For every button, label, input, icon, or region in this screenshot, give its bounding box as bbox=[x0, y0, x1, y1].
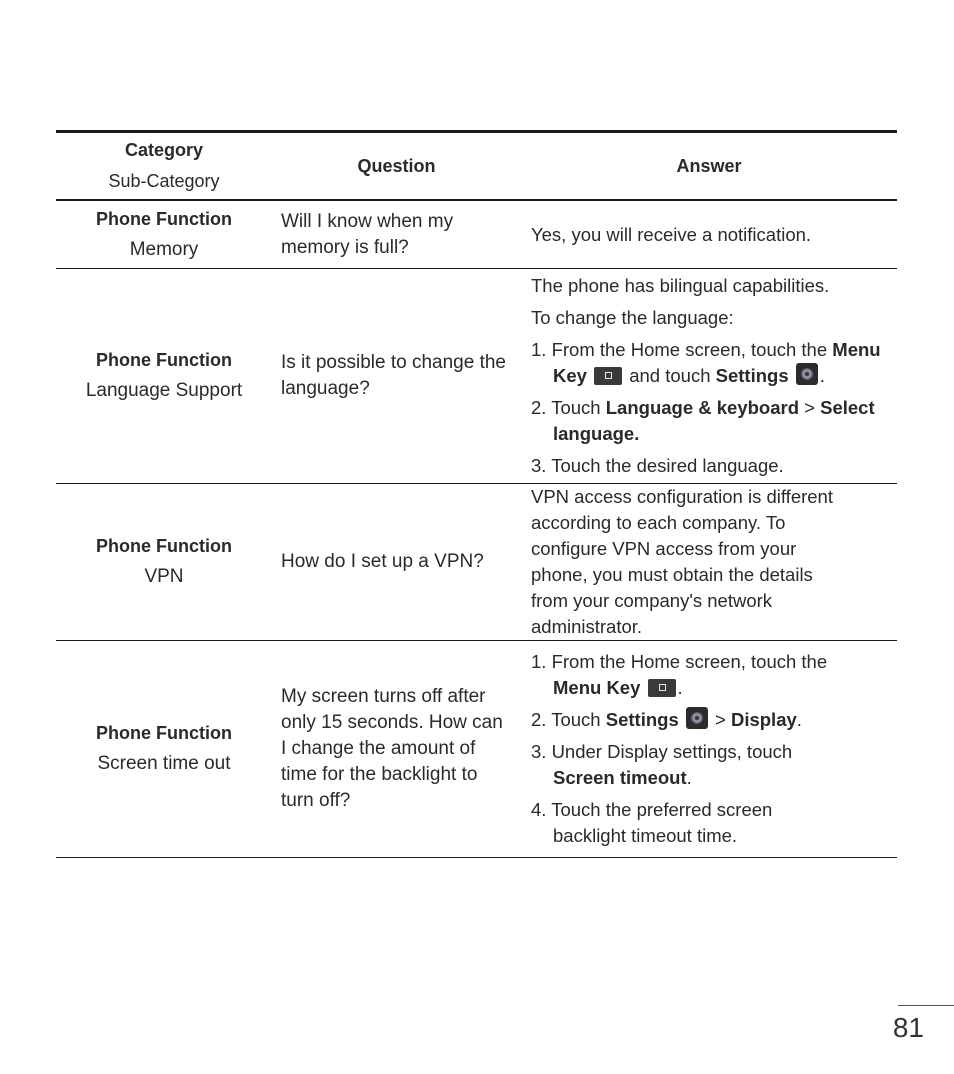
menu-key-label: Menu Key bbox=[553, 677, 641, 698]
table-row bbox=[56, 641, 897, 858]
step-text: > bbox=[709, 709, 731, 730]
select-language-label: Select language. bbox=[553, 397, 875, 444]
step-text: . bbox=[819, 365, 825, 386]
header-category: Category bbox=[124, 140, 204, 160]
answer-intro: The phone has bilingual capabilities. bbox=[531, 275, 830, 296]
question-cell: My screen turns off after only 15 seconds. How can I change the amount of time for the backlight to turn off? bbox=[281, 686, 503, 811]
step-text: and touch bbox=[624, 365, 716, 386]
faq-table bbox=[56, 130, 897, 858]
step-text: 1. From the Home screen, touch the bbox=[531, 651, 828, 672]
category-label: Phone Function bbox=[96, 536, 232, 556]
question-cell: Will I know when my memory is full? bbox=[281, 210, 454, 258]
answer-cell: Yes, you will receive a notification. bbox=[531, 223, 812, 245]
step-item bbox=[531, 395, 897, 447]
table-header-row bbox=[56, 132, 897, 201]
step-text: 1. From the Home screen, touch the bbox=[531, 339, 833, 360]
language-keyboard-label: Language & keyboard bbox=[605, 397, 800, 418]
step-text: . bbox=[677, 677, 683, 698]
table-row bbox=[56, 200, 897, 269]
step-text: . bbox=[686, 767, 692, 788]
subcategory-label: Memory bbox=[129, 238, 199, 260]
settings-label: Settings bbox=[605, 709, 679, 730]
table-row bbox=[56, 484, 897, 641]
step-text: > bbox=[799, 397, 821, 418]
step-item: 4. Touch the preferred screen backlight timeout time. bbox=[531, 799, 773, 846]
table-row bbox=[56, 269, 897, 484]
menu-key-label: Menu Key bbox=[553, 339, 881, 386]
step-item bbox=[531, 707, 837, 733]
display-label: Display bbox=[730, 709, 797, 730]
step-item bbox=[531, 337, 897, 389]
category-cell bbox=[56, 484, 272, 641]
header-question: Question bbox=[357, 156, 436, 176]
category-label: Phone Function bbox=[96, 723, 232, 743]
steps-list bbox=[531, 337, 897, 479]
answer-cell bbox=[521, 641, 897, 858]
subcategory-label: Screen time out bbox=[97, 753, 231, 774]
screen-timeout-label: Screen timeout bbox=[553, 767, 687, 788]
answer-cell: VPN access configuration is different according to each company. To configure VPN access from your phone, you must obtain the details from your company's network administrator. bbox=[531, 486, 833, 637]
category-cell bbox=[56, 200, 272, 269]
header-subcategory: Sub-Category bbox=[108, 171, 220, 191]
step-item bbox=[531, 649, 837, 701]
step-text: 2. Touch bbox=[531, 397, 606, 418]
answer-cell bbox=[521, 269, 897, 484]
step-text: 2. Touch bbox=[531, 709, 606, 730]
menu-key-icon bbox=[594, 367, 622, 385]
steps-list bbox=[531, 649, 837, 849]
header-category-cell bbox=[56, 132, 272, 201]
subcategory-label: VPN bbox=[144, 566, 184, 587]
header-answer: Answer bbox=[676, 156, 742, 176]
answer-lead: To change the language: bbox=[531, 307, 734, 328]
category-cell bbox=[56, 269, 272, 484]
category-cell bbox=[56, 641, 272, 858]
settings-label: Settings bbox=[715, 365, 789, 386]
settings-icon bbox=[686, 707, 708, 729]
subcategory-label: Language Support bbox=[85, 380, 243, 401]
menu-key-icon bbox=[648, 679, 676, 697]
category-label: Phone Function bbox=[96, 208, 232, 229]
page-number: 81 bbox=[892, 1012, 924, 1043]
step-text: . bbox=[796, 709, 802, 730]
page-number-rule bbox=[898, 1005, 954, 1006]
question-cell: Is it possible to change the language? bbox=[281, 352, 506, 399]
category-label: Phone Function bbox=[96, 350, 232, 370]
step-text: 3. Under Display settings, touch bbox=[531, 741, 793, 762]
settings-icon bbox=[796, 363, 818, 385]
step-item bbox=[531, 739, 837, 791]
step-item: 3. Touch the desired language. bbox=[531, 455, 784, 476]
question-cell: How do I set up a VPN? bbox=[281, 551, 484, 572]
